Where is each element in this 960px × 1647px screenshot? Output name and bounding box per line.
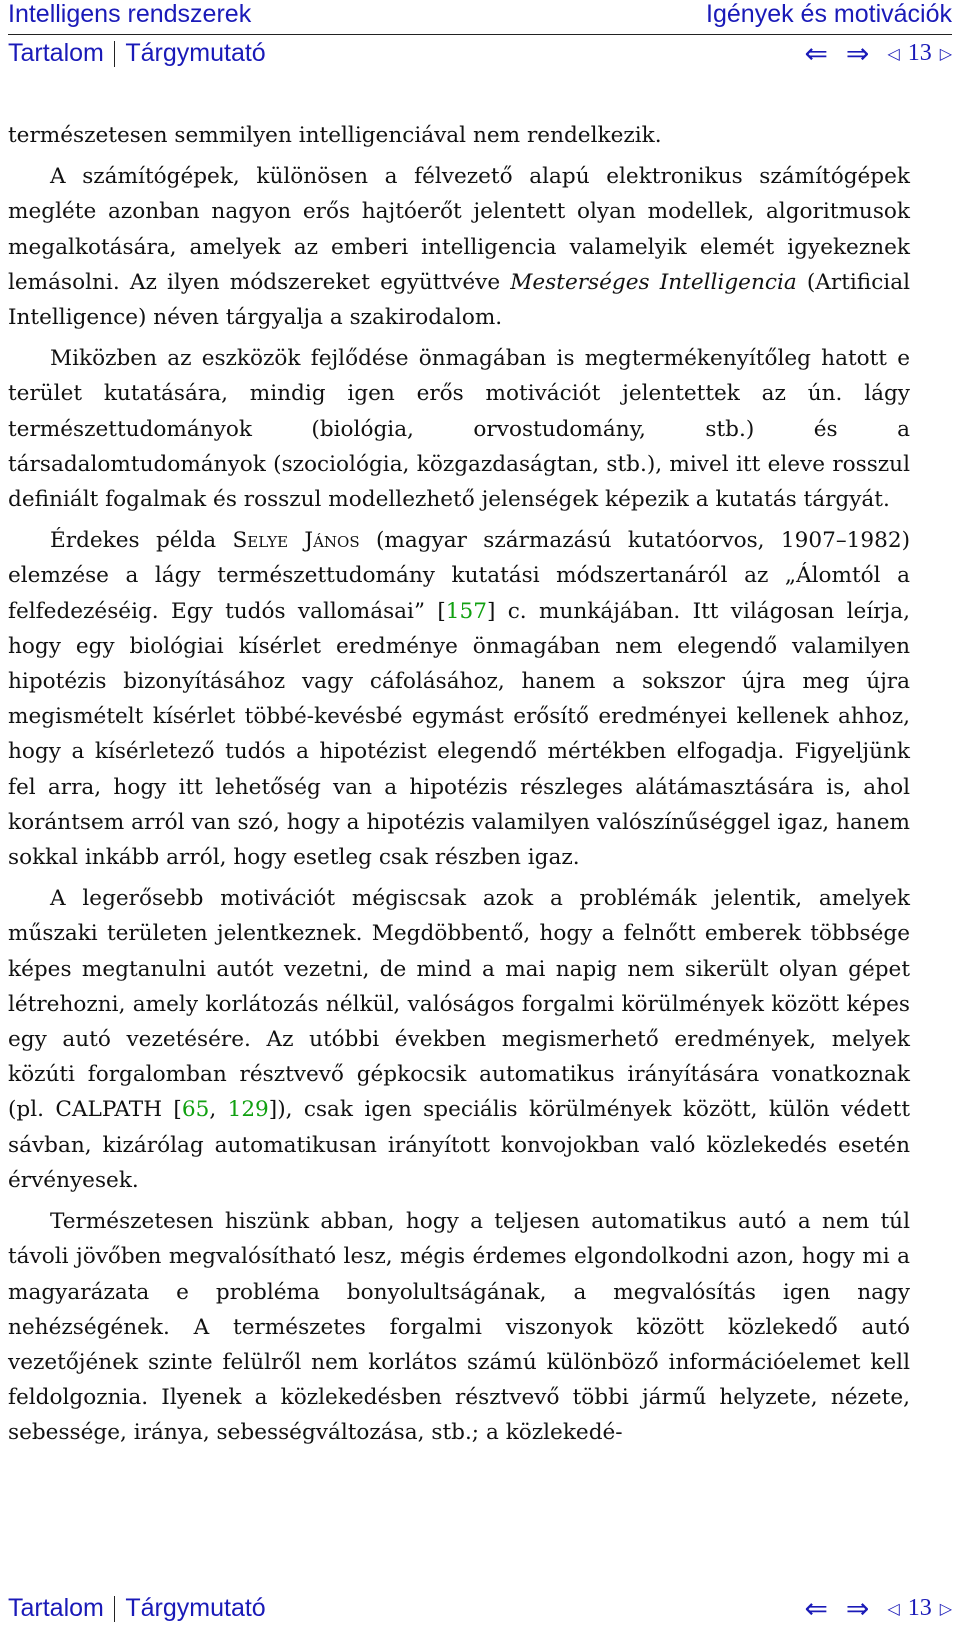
back-arrow-icon[interactable]: ⇐ [804, 36, 828, 70]
index-link[interactable]: Tárgymutató [125, 38, 266, 67]
contents-link[interactable]: Tartalom [8, 38, 104, 67]
contents-link[interactable]: Tartalom [8, 1593, 104, 1622]
next-page-icon[interactable]: ▷ [939, 1598, 952, 1618]
header-nav-links [8, 39, 266, 68]
forward-arrow-icon[interactable]: ⇒ [845, 36, 870, 70]
page-body [8, 118, 910, 1451]
text-run: Érdekes példa [50, 528, 233, 554]
paragraph: Természetesen hiszünk abban, hogy a teljesen automatikus autó a nem túl távoli jövőben megvalósítható lesz, mégis érdemes elgondolkodni azon, hogy mi a magyarázata e probléma bonyolultságának, a megvalósítás igen nagy nehézségének. A természetes forgalmi viszonyok között közlekedő autó vezetőjének szinte felülről nem korlátos számú különböző információelemet kell feldolgoznia. Ilyenek a közlekedésben résztvevő többi jármű helyzete, nézete, sebessége, iránya, sebességváltozása, stb.; a közlekedé- [8, 1209, 910, 1446]
forward-arrow-icon[interactable]: ⇒ [845, 1591, 870, 1625]
document-title: Intelligens rendszerek [8, 0, 252, 28]
italic-term: Mesterséges Intelligencia [510, 269, 797, 295]
text-run: A legerősebb motivációt mégiscsak azok a problémák jelentik, amelyek műszaki területen jelentkeznek. Megdöbbentő, hogy a felnőtt emberek többsége képes megtanulni autót vezetni, de mind a mai napig nem sikerült olyan gépet létrehozni, amely korlátozás nélkül, valóságos forgalmi körülmények között képes egy autó vezetésére. Az utóbbi években megismerhető eredmények, melyek közúti forgalomban résztvevő gépkocsik automatikus irányítására vonatkoznak (pl. CALPATH [ [8, 886, 910, 1123]
paragraph-continuation: természetesen semmilyen intelligenciával nem rendelkezik. [8, 123, 662, 148]
prev-page-icon[interactable]: ◁ [887, 1598, 900, 1618]
person-name: Selye János [232, 528, 360, 554]
footer-page-nav [804, 1592, 952, 1625]
footer-bar [8, 1588, 952, 1628]
section-title: Igények és motivációk [706, 0, 952, 28]
footer-nav-links [8, 1594, 266, 1623]
text-run: (Artificial Intelligence) néven tárgyalja a szakirodalom. [8, 269, 910, 331]
prev-page-icon[interactable]: ◁ [887, 43, 900, 63]
header-bar [8, 0, 952, 71]
link-separator [114, 41, 116, 67]
text-run: (magyar származású kutatóorvos, 1907–1982) elemzése a lágy természettudomány kutatási módszertanáról az „Álomtól a felfedezéséig. Egy tudós vallomásai” [ [8, 528, 910, 624]
text-run: ] c. munkájában. Itt világosan leírja, hogy egy biológiai kísérlet eredménye önmagában nem elegendő valamilyen hipotézis bizonyításához vagy cáfolásához, hanem a sokszor újra meg újra megismételt kísérlet többé-kevésbé egymást erősítő eredményei kellenek ahhoz, hogy a kísérletező tudós a hipotézist elegendő mértékben elfogadja. Figyeljünk fel arra, hogy itt lehetőség van a hipotézis részleges alátámasztására is, ahol korántsem arról van szó, hogy a hipotézis valamilyen valószínűséggel igaz, hanem sokkal inkább arról, hogy esetleg csak részben igaz. [8, 598, 910, 871]
paragraph [8, 159, 910, 335]
link-separator [114, 1596, 116, 1622]
next-page-icon[interactable]: ▷ [939, 43, 952, 63]
header-page-nav [804, 37, 952, 70]
text-run: ]), csak igen speciális körülmények között, külön védett sávban, kizárólag automatikusan irányított konvojokban való közlekedés esetén érvényesek. [8, 1097, 910, 1193]
page-number: 13 [907, 39, 932, 66]
back-arrow-icon[interactable]: ⇐ [804, 1591, 828, 1625]
text-run: A számítógépek, különösen a félvezető alapú elektronikus számítógépek megléte azonban nagyon erős hajtóerőt jelentett olyan modellek, algoritmusok megalkotására, amelyek az emberi intelligencia valamelyik elemét igyekeznek lemásolni. Az ilyen módszereket együttvéve [8, 164, 910, 295]
citation-link[interactable]: 65 [181, 1097, 210, 1123]
paragraph [8, 523, 910, 875]
index-link[interactable]: Tárgymutató [125, 1593, 266, 1622]
text-run: , [209, 1097, 228, 1123]
citation-link[interactable]: 157 [445, 598, 487, 624]
paragraph [8, 881, 910, 1198]
citation-link[interactable]: 129 [227, 1097, 269, 1123]
paragraph: Miközben az eszközök fejlődése önmagában is megtermékenyítőleg hatott e terület kutatására, mindig igen erős motivációt jelentettek az ún. lágy természettudományok (biológia, orvostudomány, stb.) és a társadalomtudományok (szociológia, közgazdaságtan, stb.), mivel itt eleve rosszul definiált fogalmak és rosszul modellezhető jelenségek képezik a kutatás tárgyát. [8, 346, 910, 513]
page-number: 13 [907, 1594, 932, 1621]
